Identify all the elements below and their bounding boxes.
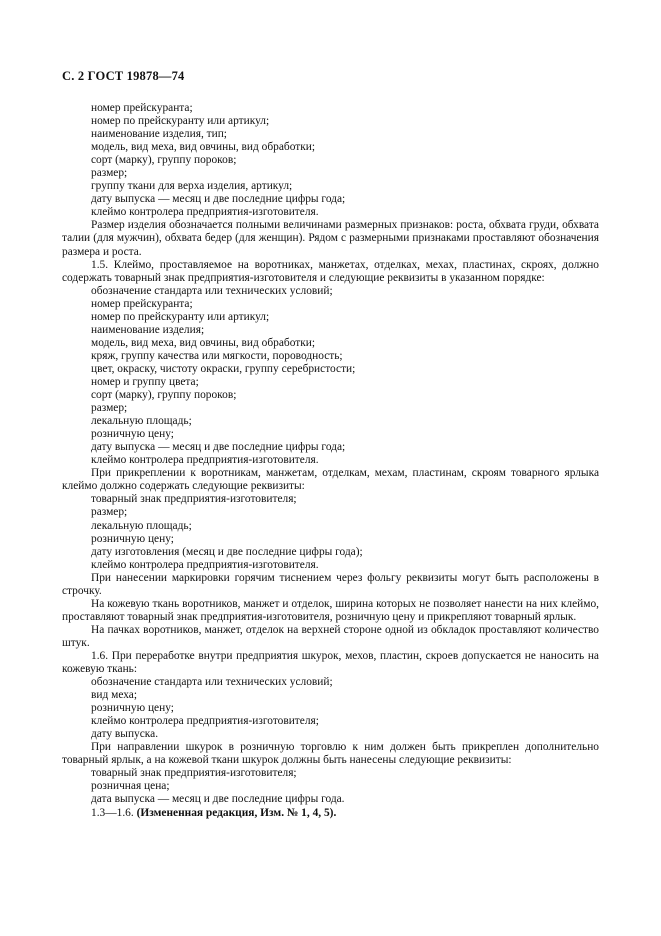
list-item: наименование изделия, тип; — [91, 128, 227, 141]
list-item: номер по прейскуранту или артикул; — [91, 310, 270, 323]
list-item: сорт (марку), группу пороков; — [91, 154, 237, 167]
list-item: лекальную площадь; — [91, 415, 192, 428]
list-item: размер; — [91, 402, 128, 415]
list-item: наименование изделия; — [91, 323, 205, 336]
paragraph-attach-text: При прикреплении к воротникам, манжетам, отделкам, мехам, пластинам, скроям товарного ярлыка клеймо должно содержать следующие реквизиты: — [62, 467, 599, 493]
list-item: модель, вид меха, вид овчины, вид обработки; — [91, 336, 316, 349]
list-item: номер по прейскуранту или артикул; — [91, 115, 270, 128]
list-item: номер и группу цвета; — [91, 375, 199, 388]
list-block-4 — [62, 676, 599, 741]
paragraph-1-6-text: 1.6. При переработке внутри предприятия шкурок, мехов, пластин, скроев допускается не наносить на кожевую ткань: — [62, 649, 599, 676]
list-block-5 — [62, 767, 599, 806]
list-item: номер прейскуранта; — [91, 297, 193, 310]
revision-note — [62, 807, 599, 820]
list-item: розничная цена; — [91, 780, 170, 793]
list-item: дату изготовления (месяц и две последние цифры года); — [91, 545, 363, 558]
list-item: цвет, окраску, чистоту окраски, группу серебристости; — [91, 362, 356, 375]
paragraph-leather-text: На кожевую ткань воротников, манжет и отделок, ширина которых не позволяет нанести на них клеймо, проставляют товарный знак предприятия-изготовителя, розничную цену и прикрепляют товарный ярлык. — [62, 597, 599, 623]
list-item: розничную цену; — [91, 532, 174, 545]
paragraph-size-text: Размер изделия обозначается полными величинами размерных признаков: роста, обхвата груди, обхвата талии (для мужчин), обхвата бедер (для женщин). Рядом с размерными признаками проставляют обозначения размера и роста. — [62, 219, 599, 258]
list-item: лекальную площадь; — [91, 519, 192, 532]
paragraph-size — [62, 219, 599, 258]
list-item: клеймо контролера предприятия-изготовителя. — [91, 558, 319, 571]
list-item: дату выпуска — месяц и две последние цифры года; — [91, 193, 346, 206]
list-item: кряж, группу качества или мягкости, пороводность; — [91, 349, 343, 362]
list-item: клеймо контролера предприятия-изготовителя. — [91, 454, 319, 467]
list-item: обозначение стандарта или технических условий; — [91, 676, 333, 689]
paragraph-retail-text: При направлении шкурок в розничную торговлю к ним должен быть прикреплен дополнительно товарный ярлык, а на кожевой ткани шкурок должны быть нанесены следующие реквизиты: — [62, 741, 599, 767]
list-item: клеймо контролера предприятия-изготовителя; — [91, 715, 319, 728]
list-item: дата выпуска — месяц и две последние цифры года. — [91, 793, 345, 806]
list-block-2 — [62, 285, 599, 468]
list-item: вид меха; — [91, 689, 137, 702]
paragraph-1-5-text: 1.5. Клеймо, проставляемое на воротниках, манжетах, отделках, мехах, пластинах, скроях, должно содержать товарный знак предприятия-изготовителя и следующие реквизиты в указанном порядке: — [62, 258, 599, 284]
paragraph-1-5 — [62, 259, 599, 285]
list-item: розничную цену; — [91, 702, 174, 715]
paragraph-foil — [62, 572, 599, 598]
list-item: обозначение стандарта или технических условий; — [91, 284, 333, 297]
paragraph-1-6 — [62, 650, 599, 676]
paragraph-retail — [62, 741, 599, 767]
list-item: товарный знак предприятия-изготовителя; — [91, 767, 297, 780]
page-header: С. 2 ГОСТ 19878—74 — [62, 69, 185, 83]
paragraph-attach — [62, 467, 599, 493]
list-item: группу ткани для верха изделия, артикул; — [91, 180, 293, 193]
list-item: сорт (марку), группу пороков; — [91, 389, 237, 402]
list-item: модель, вид меха, вид овчины, вид обработки; — [91, 141, 316, 154]
list-item: дату выпуска. — [91, 728, 159, 741]
paragraph-foil-text: При нанесении маркировки горячим тиснением через фольгу реквизиты могут быть расположены в строчку. — [62, 571, 599, 597]
list-item: размер; — [91, 167, 128, 180]
paragraph-packs — [62, 624, 599, 650]
revision-bold: (Измененная редакция, Изм. № 1, 4, 5). — [136, 806, 337, 819]
list-item: размер; — [91, 506, 128, 519]
revision-prefix: 1.3—1.6. — [91, 806, 134, 819]
list-item: номер прейскуранта; — [91, 102, 193, 114]
list-item: дату выпуска — месяц и две последние цифры года; — [91, 441, 346, 454]
list-item: товарный знак предприятия-изготовителя; — [91, 493, 297, 506]
list-item: клеймо контролера предприятия-изготовителя. — [91, 206, 319, 219]
list-block-1 — [62, 102, 599, 219]
list-item: розничную цену; — [91, 428, 174, 441]
paragraph-leather — [62, 598, 599, 624]
list-block-3 — [62, 493, 599, 571]
paragraph-packs-text: На пачках воротников, манжет, отделок на верхней стороне одной из обкладок проставляют количество штук. — [62, 623, 599, 649]
document-body — [62, 102, 599, 820]
